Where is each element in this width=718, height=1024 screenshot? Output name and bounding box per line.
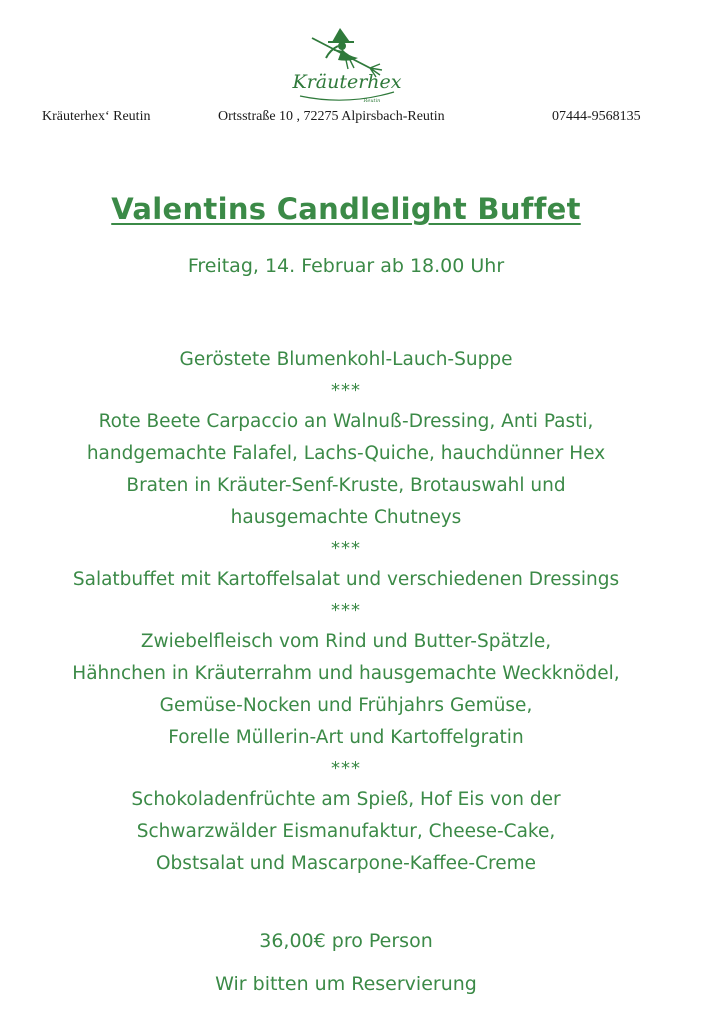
course-starters	[0, 406, 692, 534]
course-separator: ***	[331, 600, 361, 621]
witch-on-broom-icon	[292, 22, 402, 106]
buffet-menu	[0, 344, 692, 880]
business-name: Kräuterhex‘ Reutin	[42, 109, 151, 124]
menu-line: handgemachte Falafel, Lachs-Quiche, hauchdünner Hex	[86, 443, 606, 464]
event-date: Freitag, 14. Februar ab 18.00 Uhr	[187, 255, 505, 277]
course-mains	[0, 626, 692, 754]
course-soup	[0, 344, 692, 376]
business-address: Ortsstraße 10 , 72275 Alpirsbach-Reutin	[218, 109, 445, 124]
menu-line: Forelle Müllerin-Art und Kartoffelgratin	[168, 727, 524, 748]
menu-line: Hähnchen in Kräuterrahm und hausgemachte Weckknödel,	[72, 663, 620, 684]
course-separator: ***	[331, 380, 361, 401]
page-title	[0, 192, 692, 226]
menu-line: Rote Beete Carpaccio an Walnuß-Dressing, Anti Pasti,	[98, 411, 594, 432]
business-phone: 07444-9568135	[552, 109, 641, 124]
menu-line: Obstsalat und Mascarpone-Kaffee-Creme	[156, 853, 536, 874]
title-text: Valentins Candlelight Buffet	[111, 192, 581, 226]
menu-line: Braten in Kräuter-Senf-Kruste, Brotauswahl und	[126, 475, 566, 496]
course-dessert	[0, 784, 692, 880]
menu-line: Zwiebelfleisch vom Rind und Butter-Spätzle,	[140, 631, 552, 652]
price-per-person: 36,00€ pro Person	[259, 930, 433, 952]
course-salad	[0, 564, 692, 596]
kraeuterhex-logo	[292, 22, 402, 106]
menu-line: Geröstete Blumenkohl-Lauch-Suppe	[179, 349, 513, 370]
course-separator: ***	[331, 538, 361, 559]
menu-line: Salatbuffet mit Kartoffelsalat und verschiedenen Dressings	[72, 569, 620, 590]
menu-line: Schwarzwälder Eismanufaktur, Cheese-Cake,	[136, 821, 556, 842]
menu-line: Schokoladenfrüchte am Spieß, Hof Eis von der	[131, 789, 561, 810]
course-separator: ***	[331, 758, 361, 779]
logo-subtext: Reutin	[363, 98, 381, 104]
menu-line: hausgemachte Chutneys	[230, 507, 462, 528]
menu-line: Gemüse-Nocken und Frühjahrs Gemüse,	[159, 695, 533, 716]
reservation-note: Wir bitten um Reservierung	[215, 973, 477, 995]
logo-wordmark: Kräuterhex	[292, 71, 402, 93]
